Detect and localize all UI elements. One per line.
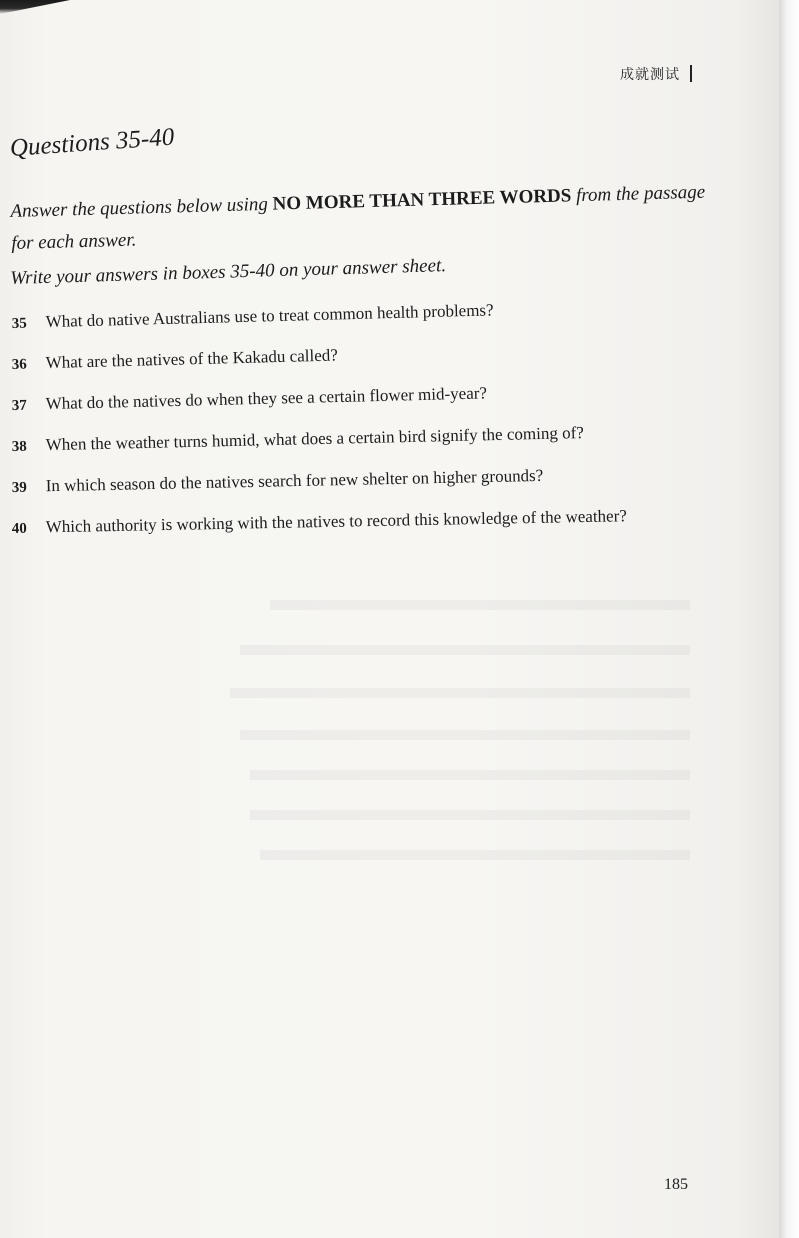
running-header-title: 成就测试 bbox=[620, 67, 680, 83]
instruction-word-limit-emphasis: NO MORE THAN THREE WORDS bbox=[272, 185, 572, 215]
bleed-through-line bbox=[250, 770, 690, 780]
section-title: Questions 35-40 bbox=[9, 123, 176, 162]
binding-edge bbox=[779, 0, 799, 1238]
instruction-text-start: Answer the questions below using bbox=[10, 193, 273, 222]
bleed-through-line bbox=[240, 645, 690, 655]
question-number: 40 bbox=[11, 520, 27, 538]
header-divider-bar bbox=[690, 65, 692, 82]
question-number: 36 bbox=[11, 356, 27, 374]
question-number: 39 bbox=[11, 479, 27, 497]
bleed-through-line bbox=[250, 810, 690, 820]
question-number: 38 bbox=[11, 438, 27, 456]
question-text: What do the natives do when they see a certain flower mid-year? bbox=[45, 383, 488, 414]
question-text: Which authority is working with the natives to record this knowledge of the weather? bbox=[45, 506, 628, 537]
page-corner-shadow bbox=[0, 0, 70, 14]
bleed-through-line bbox=[230, 688, 690, 698]
question-text: What are the natives of the Kakadu called? bbox=[45, 345, 339, 373]
question-text: What do native Australians use to treat common health problems? bbox=[45, 300, 494, 332]
bleed-through-line bbox=[270, 600, 690, 610]
question-text: In which season do the natives search for new shelter on higher grounds? bbox=[45, 465, 544, 496]
question-number: 35 bbox=[11, 315, 27, 333]
question-number: 37 bbox=[11, 397, 27, 415]
question-text: When the weather turns humid, what does a certain bird signify the coming of? bbox=[45, 423, 585, 455]
running-header bbox=[620, 64, 692, 84]
bleed-through-line bbox=[240, 730, 690, 740]
instruction-answer-sheet: Write your answers in boxes 35-40 on your answer sheet. bbox=[10, 255, 447, 289]
instruction-word-limit bbox=[10, 176, 732, 260]
page-number: 185 bbox=[664, 1176, 688, 1193]
bleed-through-line bbox=[260, 850, 690, 860]
instruction-text-end: from the passage for each answer. bbox=[11, 181, 706, 254]
question-list bbox=[11, 300, 732, 559]
